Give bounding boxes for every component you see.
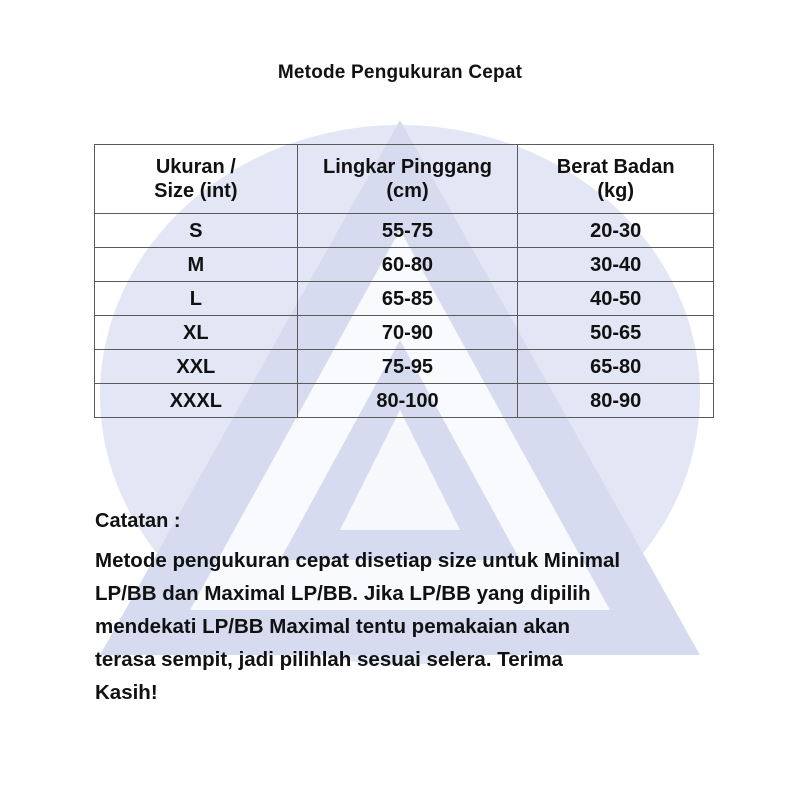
weight-cell: 20-30	[518, 214, 714, 248]
weight-cell: 40-50	[518, 282, 714, 316]
weight-cell: 50-65	[518, 316, 714, 350]
weight-cell: 65-80	[518, 350, 714, 384]
header-weight: Berat Badan (kg)	[518, 145, 714, 214]
size-cell: S	[95, 214, 298, 248]
table-header-row	[95, 145, 714, 214]
waist-cell: 70-90	[297, 316, 518, 350]
header-waist: Lingkar Pinggang (cm)	[297, 145, 518, 214]
page-title: Metode Pengukuran Cepat	[277, 62, 523, 83]
waist-cell: 75-95	[297, 350, 518, 384]
size-cell: XL	[95, 316, 298, 350]
size-table	[94, 144, 714, 418]
note-label: Catatan :	[95, 510, 181, 532]
waist-cell: 80-100	[297, 384, 518, 418]
header-size: Ukuran / Size (int)	[95, 145, 298, 214]
table-row	[95, 282, 714, 316]
note-text: Metode pengukuran cepat disetiap size untuk Minimal LP/BB dan Maximal LP/BB. Jika LP/BB yang dipilih mendekati LP/BB Maximal tentu pemakaian akan terasa sempit, jadi pilihlah sesuai selera. Terima Kasih!	[95, 549, 621, 704]
weight-cell: 30-40	[518, 248, 714, 282]
table-row	[95, 316, 714, 350]
size-cell: L	[95, 282, 298, 316]
table-row	[95, 248, 714, 282]
size-cell: XXXL	[95, 384, 298, 418]
waist-cell: 60-80	[297, 248, 518, 282]
size-cell: XXL	[95, 350, 298, 384]
table-row	[95, 350, 714, 384]
waist-cell: 55-75	[297, 214, 518, 248]
table-row	[95, 214, 714, 248]
weight-cell: 80-90	[518, 384, 714, 418]
table-row	[95, 384, 714, 418]
size-cell: M	[95, 248, 298, 282]
waist-cell: 65-85	[297, 282, 518, 316]
